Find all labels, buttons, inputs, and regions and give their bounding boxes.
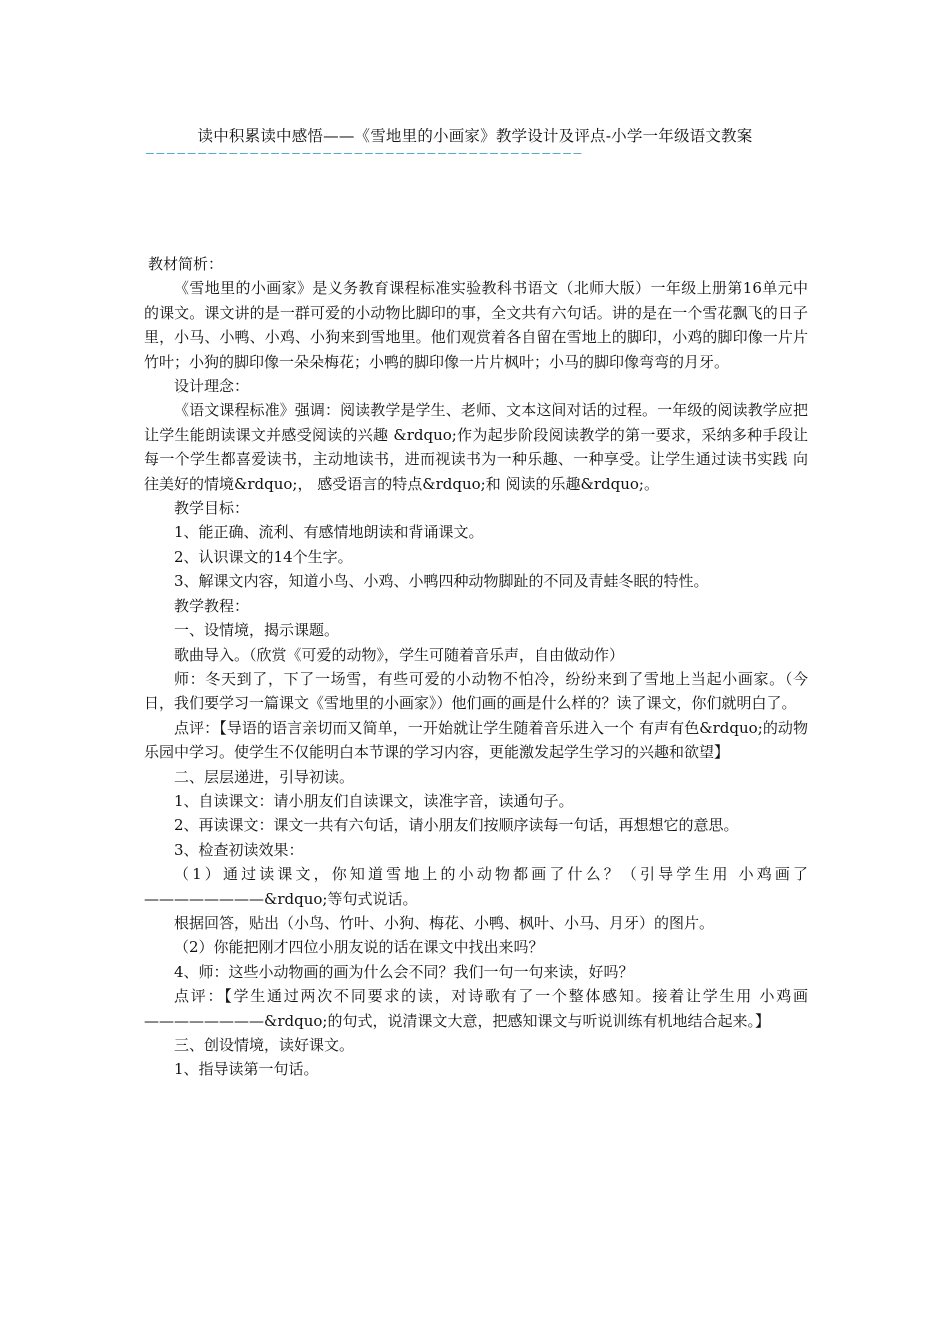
list-item: 4、师：这些小动物画的画为什么会不同？我们一句一句来读，好吗？: [174, 962, 634, 981]
comment-paragraph: 点评：【学生通过两次不同要求的读，对诗歌有了一个整体感知。接着让学生用 小鸡画————————&rdquo;的句式，说清课文大意，把感知课文与听说训练有机地结合起来。】: [144, 987, 808, 1030]
list-item: 3、解课文内容，知道小鸟、小鸡、小鸭四种动物脚趾的不同及青蛙冬眠的特性。: [174, 572, 709, 591]
step-heading: 二、层层递进，引导初读。: [174, 767, 355, 786]
document-title: 读中积累读中感悟——《雪地里的小画家》教学设计及评点-小学一年级语文教案: [197, 127, 753, 145]
step-heading: 一、设情境，揭示课题。: [174, 621, 340, 640]
paragraph: （2）你能把刚才四位小朋友说的话在课文中找出来吗？: [174, 938, 544, 957]
section-heading: 教学目标：: [174, 499, 250, 518]
paragraph: 歌曲导入。（欣赏《可爱的动物》，学生可随着音乐声，自由做动作）: [174, 645, 625, 664]
list-item: 1、能正确、流利、有感情地朗读和背诵课文。: [174, 523, 484, 542]
list-item: 2、认识课文的14个生字。: [174, 547, 353, 566]
paragraph: （1）通过读课文，你知道雪地上的小动物都画了什么？（引导学生用 小鸡画了————————&rdquo;等句式说话。: [144, 865, 808, 908]
section-heading: 教学教程：: [174, 596, 250, 615]
title-divider: ——————————————————————————————————————————: [146, 146, 584, 161]
comment-paragraph: 点评：【导语的语言亲切而又简单，一开始就让学生随着音乐进入一个 有声有色&rdquo;的动物乐园中学习。使学生不仅能明白本节课的学习内容，更能激发起学生学习的兴趣和欲望】: [144, 718, 808, 762]
section-heading: 设计理念：: [174, 377, 250, 396]
paragraph: 师：冬天到了，下了一场雪，有些可爱的小动物不怕冷，纷纷来到了雪地上当起小画家。（今日，我们要学习一篇课文《雪地里的小画家》）他们画的画是什么样的？读了课文，你们就明白了。: [144, 669, 808, 713]
paragraph: 《语文课程标准》强调：阅读教学是学生、老师、文本这间对话的过程。一年级的阅读教学应把 让学生能朗读课文并感受阅读的兴趣 &rdquo;作为起步阶段阅读教学的第一要求，采纳多种手段让每一个学生都喜爱读书，主动地读书，进而视读书为一种乐趣、一种享受。让学生通过读书实践 向往美好的情境&rdquo;， 感受语言的特点&rdquo;和 阅读的乐趣&rdquo;。: [144, 401, 808, 493]
paragraph: 根据回答，贴出（小鸟、竹叶、小狗、梅花、小鸭、枫叶、小马、月牙）的图片。: [174, 913, 715, 932]
step-heading: 三、创设情境，读好课文。: [174, 1036, 355, 1054]
document-body: [144, 252, 808, 1082]
list-item: 1、自读课文：请小朋友们自读课文，读准字音，读通句子。: [174, 791, 574, 810]
list-item: 1、指导读第一句话。: [174, 1060, 319, 1079]
list-item: 3、检查初读效果：: [174, 840, 304, 859]
list-item: 2、再读课文：课文一共有六句话，请小朋友们按顺序读每一句话，再想想它的意思。: [174, 816, 739, 835]
paragraph: 《雪地里的小画家》是义务教育课程标准实验教科书语文（北师大版）一年级上册第16单元中的课文。课文讲的是一群可爱的小动物比脚印的事，全文共有六句话。讲的是在一个雪花飘飞的日子里，小马、小鸭、小鸡、小狗来到雪地里。他们观赏着各自留在雪地上的脚印，小鸡的脚印像一片片竹叶；小狗的脚印像一朵朵梅花；小鸭的脚印像一片片枫叶；小马的脚印像弯弯的月牙。: [144, 279, 808, 371]
section-heading: 教材简析：: [148, 255, 224, 273]
